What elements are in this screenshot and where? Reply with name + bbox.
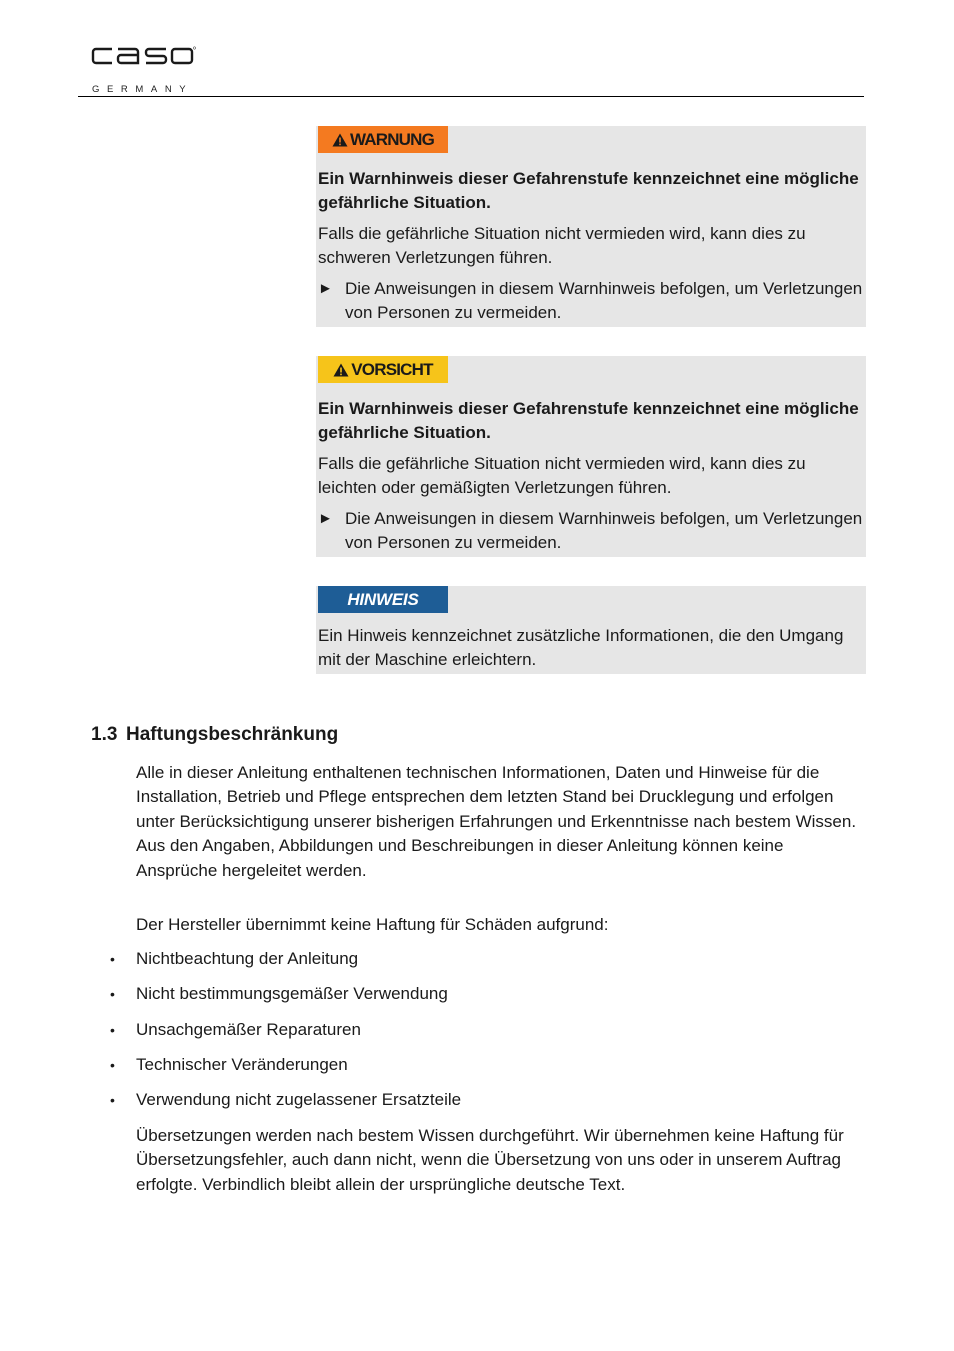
brand-subtitle: GERMANY xyxy=(92,84,194,95)
bullet-icon: • xyxy=(110,986,115,1003)
bullet-icon: • xyxy=(110,1092,115,1109)
caution-badge-label: VORSICHT xyxy=(351,359,433,379)
list-item: • Unsachgemäßer Reparaturen xyxy=(110,1018,461,1053)
arrow-right-icon: ► xyxy=(318,509,333,527)
info-badge xyxy=(318,586,448,613)
warning-badge xyxy=(318,126,448,153)
section-heading xyxy=(91,724,338,746)
warning-step-text: Die Anweisungen in diesem Warnhinweis befolgen, um Verletzungen von Personen zu vermeiden. xyxy=(345,278,863,323)
warning-text: Falls die gefährliche Situation nicht vermieden wird, kann dies zu schweren Verletzungen führen. xyxy=(318,223,806,268)
caution-step xyxy=(318,507,866,556)
brand-logo xyxy=(78,32,206,102)
section-number: 1.3 xyxy=(91,724,118,745)
warning-step xyxy=(318,277,866,326)
info-badge-label: HINWEIS xyxy=(347,589,419,609)
info-notice xyxy=(316,586,866,674)
warning-notice xyxy=(316,126,866,327)
caso-wordmark-icon xyxy=(90,46,196,66)
info-text: Ein Hinweis kennzeichnet zusätzliche Informationen, die den Umgang mit der Maschine erleichtern. xyxy=(318,626,844,670)
warning-triangle-icon xyxy=(333,363,349,377)
bullet-icon: • xyxy=(110,1056,115,1073)
paragraph-liability: Der Hersteller übernimmt keine Haftung für Schäden aufgrund: xyxy=(136,915,609,934)
caution-text: Falls die gefährliche Situation nicht vermieden wird, kann dies zu leichten oder gemäßigten Verletzungen führen. xyxy=(318,453,806,498)
warning-badge-label: WARNUNG xyxy=(349,129,435,149)
list-item: • Nicht bestimmungsgemäßer Verwendung xyxy=(110,982,461,1017)
paragraph-intro-b: Aus den Angaben, Abbildungen und Beschreibungen in dieser Anleitung können keine Ansprüche hergeleitet werden. xyxy=(136,836,784,880)
bullet-icon: • xyxy=(110,1021,115,1038)
warning-triangle-icon xyxy=(332,133,348,147)
caution-badge xyxy=(318,356,448,383)
arrow-right-icon: ► xyxy=(318,279,333,297)
list-item: • Verwendung nicht zugelassener Ersatzteile xyxy=(110,1088,461,1123)
caution-notice xyxy=(316,356,866,557)
liability-list xyxy=(110,947,461,1123)
section-title: Haftungsbeschränkung xyxy=(126,724,339,745)
header-divider xyxy=(78,96,864,97)
caution-heading: Ein Warnhinweis dieser Gefahrenstufe kennzeichnet eine mögliche gefährliche Situation. xyxy=(318,399,859,443)
bullet-icon: • xyxy=(110,951,115,967)
list-item: • Nichtbeachtung der Anleitung xyxy=(110,947,461,982)
caution-step-text: Die Anweisungen in diesem Warnhinweis befolgen, um Verletzungen von Personen zu vermeiden. xyxy=(345,508,863,553)
warning-heading: Ein Warnhinweis dieser Gefahrenstufe kennzeichnet eine mögliche gefährliche Situation. xyxy=(318,169,859,213)
list-item: • Technischer Veränderungen xyxy=(110,1053,461,1088)
paragraph-intro-a: Alle in dieser Anleitung enthaltenen technischen Informationen, Daten und Hinweise für die Installation, Betrieb und Pflege entsprechen dem letzten Stand bei Drucklegung und erfolgen unter Berücksichtigung unserer bisherigen Erfahrungen und Erkenntnisse nach bestem Wissen. xyxy=(136,763,857,831)
paragraph-intro xyxy=(136,761,866,883)
paragraph-translation: Übersetzungen werden nach bestem Wissen durchgeführt. Wir übernehmen keine Haftung für Übersetzungsfehler, auch dann nicht, wenn die Übersetzung von uns oder in unserem Auftrag erfolgte. Verbindlich bleibt allein der ursprüngliche deutsche Text. xyxy=(136,1126,844,1194)
